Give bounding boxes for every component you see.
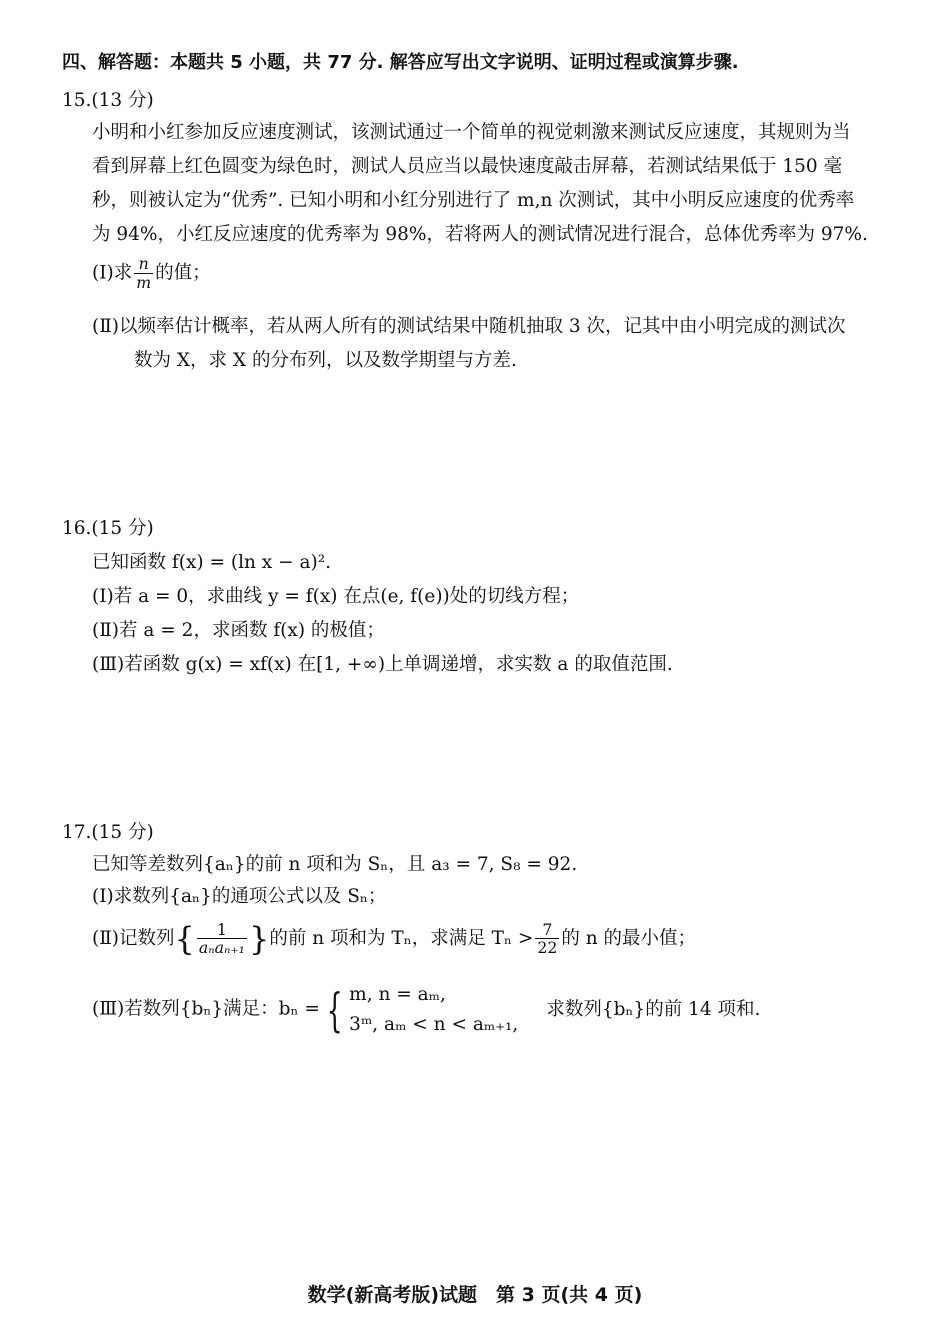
q16-number: 16. [62, 518, 92, 539]
q15-part-2-line-2: 数为 X，求 X 的分布列，以及数学期望与方差. [134, 350, 517, 371]
q17-part-3 [92, 980, 760, 1039]
q15-stem-line-1: 小明和小红参加反应速度测试，该测试通过一个简单的视觉刺激来测试反应速度，其规则为当 [92, 122, 851, 143]
q17-piecewise-cases [349, 980, 518, 1039]
q17-part-3-tail: 求数列{bₙ}的前 14 项和. [546, 998, 761, 1020]
q16-part-3: (Ⅲ)若函数 g(x) = xf(x) 在[1, +∞)上单调递增，求实数 a 的取值范围. [92, 654, 673, 675]
q17-number: 17. [62, 822, 92, 843]
q17-stem: 已知等差数列{aₙ}的前 n 项和为 Sₙ，且 a₃ = 7, S₈ = 92. [92, 854, 578, 875]
q17-left-brace: { [174, 920, 195, 958]
q15-number: 15. [62, 90, 92, 111]
q17-case-2: 3ᵐ, aₘ < n < aₘ₊₁, [349, 1013, 519, 1035]
q15-score: (13 分) [91, 90, 154, 111]
q17-score: (15 分) [91, 822, 154, 843]
q17-part-1: (Ⅰ)求数列{aₙ}的通项公式以及 Sₙ； [92, 886, 387, 907]
q17-threshold-fraction [535, 919, 559, 958]
q17-threshold-numerator: 7 [535, 922, 559, 940]
q16-part-2: (Ⅱ)若 a = 2，求函数 f(x) 的极值； [92, 620, 385, 641]
q15-part-1 [92, 256, 211, 291]
q15-stem-line-3: 秒，则被认定为“优秀”. 已知小明和小红分别进行了 m,n 次测试，其中小明反应速度的优秀率 [92, 190, 855, 211]
q17-sequence-fraction-numerator: 1 [197, 922, 247, 940]
q15-fraction-denominator: m [136, 272, 152, 292]
q15-stem-line-2: 看到屏幕上红色圆变为绿色时，测试人员应当以最快速度敲击屏幕，若测试结果低于 150 毫 [92, 156, 843, 177]
q16-score: (15 分) [91, 518, 154, 539]
q15-fraction-n-over-m [134, 256, 153, 291]
q15-part-1-tail: 的值； [155, 262, 211, 284]
q17-header [62, 822, 154, 844]
q17-threshold-denominator: 22 [537, 938, 558, 958]
q17-right-brace: } [248, 920, 270, 958]
q17-sequence-fraction-denominator: aₙaₙ₊₁ [198, 938, 245, 958]
page-footer: 数学(新高考版)试题 第 3 页(共 4 页) [307, 1284, 643, 1306]
q16-header [62, 518, 154, 540]
section-heading: 四、解答题：本题共 5 小题，共 77 分. 解答应写出文字说明、证明过程或演算步骤. [62, 52, 739, 73]
q17-case-1: m, n = aₘ, [349, 984, 446, 1005]
q17-sequence-fraction [197, 919, 247, 958]
q17-part-3-label: (Ⅲ)若数列{bₙ}满足：bₙ = [92, 998, 320, 1020]
q17-cases-brace: { [326, 982, 343, 1037]
q17-part-2-label: (Ⅱ)记数列 [92, 928, 175, 950]
q15-part-1-label: (Ⅰ)求 [92, 262, 133, 284]
q16-part-1: (Ⅰ)若 a = 0，求曲线 y = f(x) 在点(e, f(e))处的切线方程； [92, 586, 580, 607]
q15-part-2-line-1: (Ⅱ)以频率估计概率，若从两人所有的测试结果中随机抽取 3 次，记其中由小明完成的测试次 [92, 316, 846, 337]
q17-part-2-tail: 的 n 的最小值； [561, 928, 697, 950]
q16-stem: 已知函数 f(x) = (ln x − a)². [92, 552, 332, 573]
q17-part-2-middle: 的前 n 项和为 Tₙ，求满足 Tₙ > [269, 928, 534, 950]
q17-part-2 [92, 920, 696, 958]
q15-header [62, 90, 154, 112]
q15-fraction-numerator: n [134, 256, 153, 274]
q15-stem-line-4: 为 94%，小红反应速度的优秀率为 98%，若将两人的测试情况进行混合，总体优秀率为 97%. [92, 224, 868, 245]
